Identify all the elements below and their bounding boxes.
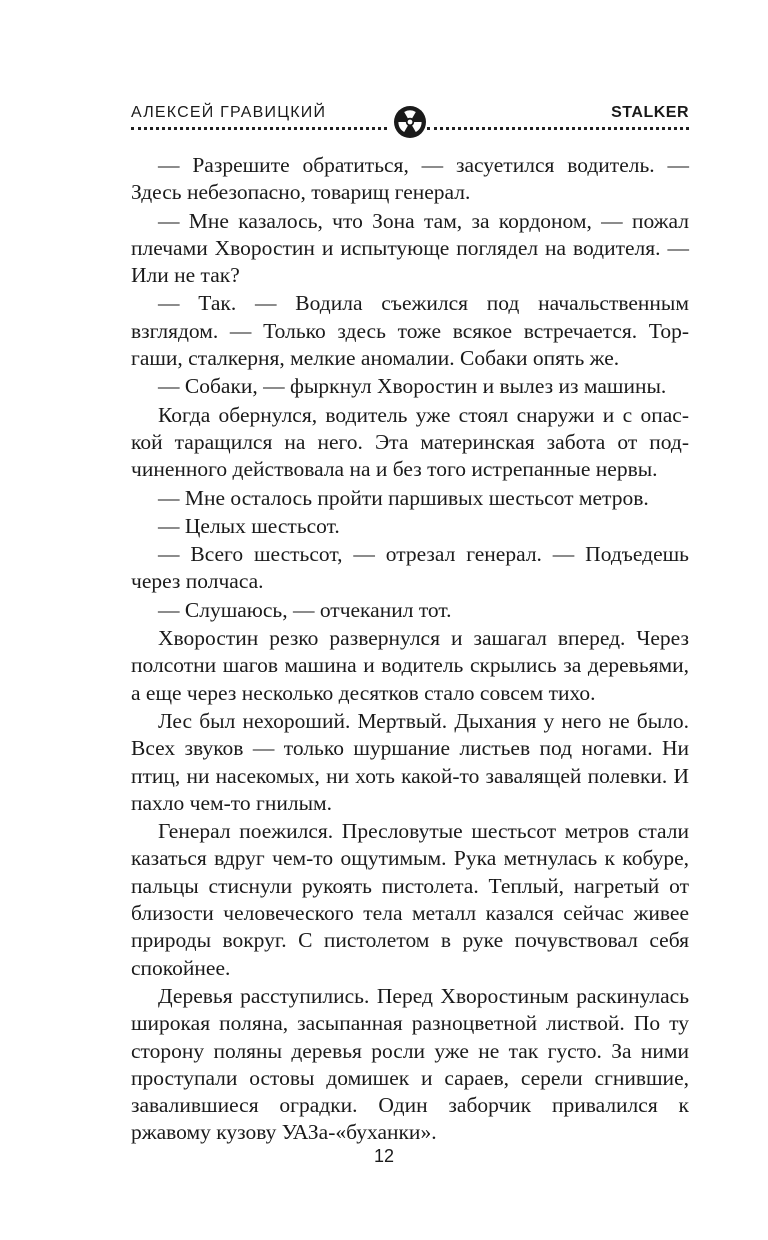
header-dotted-rule-left bbox=[131, 127, 387, 130]
paragraph: — Мне казалось, что Зона там, за кордоном, — пожал плечами Хворостин и испытующе поглядел на водителя. — Или не так? bbox=[131, 208, 689, 288]
running-header bbox=[131, 98, 689, 134]
body-text bbox=[131, 152, 689, 1148]
paragraph: Деревья расступились. Перед Хворостиным раскинулась широкая поляна, засыпанная разноцветной листвой. По ту сторону поляны деревья росли уже не так густо. За ними проступали остовы домишек и сараев, серели сгнившие, завалившиеся оградки. Один заборчик привалился к ржавому кузову УАЗа-«буханки». bbox=[131, 983, 689, 1145]
radiation-icon bbox=[393, 105, 427, 139]
header-dotted-rule-right bbox=[427, 127, 689, 130]
paragraph: — Целых шестьсот. bbox=[158, 513, 340, 538]
paragraph: — Так. — Водила съежился под начальственным взглядом. — Только здесь тоже всякое встречается. Торгаши, сталкерня, мелкие аномалии. Собаки опять же. bbox=[131, 291, 689, 371]
running-header-series: STALKER bbox=[611, 104, 689, 121]
running-header-author: АЛЕКСЕЙ ГРАВИЦКИЙ bbox=[131, 104, 327, 121]
paragraph: — Разрешите обратиться, — засуетился водитель. — Здесь небезопасно, товарищ генерал. bbox=[131, 153, 689, 205]
page-number: 12 bbox=[373, 1146, 395, 1166]
paragraph: — Мне осталось пройти паршивых шестьсот метров. bbox=[158, 485, 649, 510]
paragraph: — Всего шестьсот, — отрезал генерал. — Подъедешь через полчаса. bbox=[131, 542, 689, 594]
paragraph: Хворостин резко развернулся и зашагал вперед. Через полсотни шагов машина и водитель скрылись за деревьями, а еще через несколько десятков стало совсем тихо. bbox=[131, 626, 689, 705]
paragraph: Генерал поежился. Пресловутые шестьсот метров стали казаться вдруг чем-то ощутимым. Рука метнулась к кобуре, пальцы стиснули рукоять пистолета. Теплый, нагретый от близости человеческого тела металл казался сейчас живее природы вокруг. С пистолетом в руке почувствовал себя спокойнее. bbox=[131, 819, 689, 980]
paragraph: — Слушаюсь, — отчеканил тот. bbox=[158, 597, 452, 622]
paragraph: Когда обернулся, водитель уже стоял снаружи и с опаской таращился на него. Эта материнская забота от подчиненного действовала на и без того истрепанные нервы. bbox=[131, 402, 689, 482]
paragraph: — Собаки, — фыркнул Хворостин и вылез из машины. bbox=[158, 374, 667, 399]
paragraph: Лес был нехороший. Мертвый. Дыхания у него не было. Всех звуков — только шуршание листьев под ногами. Ни птиц, ни насекомых, ни хоть какой-то завалящей полевки. И пахло чем-то гнилым. bbox=[131, 708, 689, 815]
